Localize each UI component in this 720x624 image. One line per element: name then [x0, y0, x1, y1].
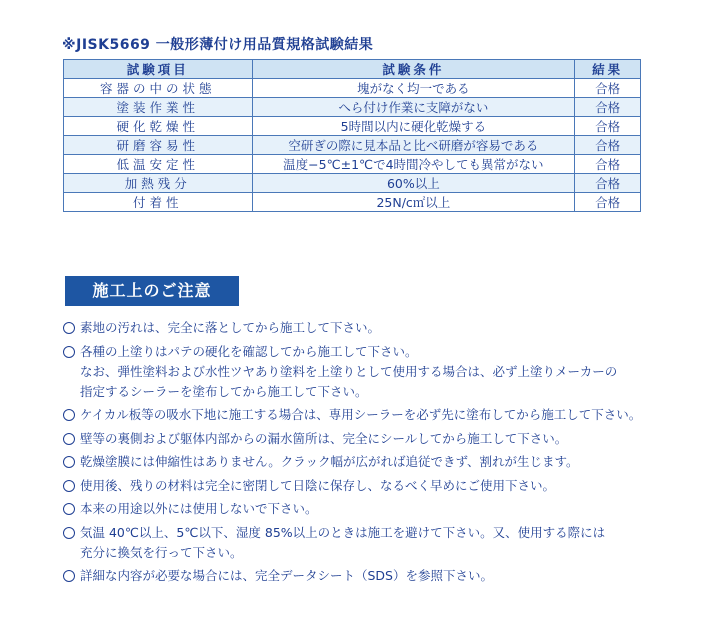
- circle-bullet-icon: [63, 527, 75, 539]
- note-text: 詳細な内容が必要な場合には、完全データシート（SDS）を参照下さい。: [80, 568, 493, 583]
- note-text: 気温 40℃以上、5℃以下、湿度 85%以上のときは施工を避けて下さい。又、使用する際には: [80, 524, 606, 540]
- circle-bullet-icon: [63, 322, 75, 334]
- test-item: 塗装作業性: [64, 98, 253, 117]
- note-text: なお、弾性塗料および水性ツヤあり塗料を上塗りとして使用する場合は、必ず上塗りメーカーの: [80, 363, 618, 379]
- spec-title: ※JISK5669 一般形薄付け用品質規格試験結果: [62, 37, 374, 53]
- test-condition: 空研ぎの際に見本品と比べ研磨が容易である: [252, 136, 575, 155]
- header-result: 結果: [575, 60, 641, 79]
- list-item: [63, 566, 703, 586]
- table-row: [64, 155, 641, 174]
- note-text: 乾燥塗膜には伸縮性はありません。クラック幅が広がれば追従できず、割れが生じます。: [80, 454, 579, 469]
- list-item: [63, 452, 703, 472]
- header-test-item: 試験項目: [64, 60, 253, 79]
- notes-section-header: 施工上のご注意: [65, 276, 239, 306]
- circle-bullet-icon: [63, 456, 75, 468]
- notes-list: [63, 318, 703, 590]
- test-result: 合格: [575, 136, 641, 155]
- test-result: 合格: [575, 155, 641, 174]
- table-row: [64, 174, 641, 193]
- test-result: 合格: [575, 174, 641, 193]
- list-item: [63, 523, 703, 563]
- header-test-condition: 試験条件: [252, 60, 575, 79]
- test-item: 加熱残分: [64, 174, 253, 193]
- table-row: [64, 193, 641, 212]
- test-item: 低温安定性: [64, 155, 253, 174]
- table-row: [64, 98, 641, 117]
- note-text: ケイカル板等の吸水下地に施工する場合は、専用シーラーを必ず先に塗布してから施工して下さい。: [80, 407, 642, 422]
- note-text: 使用後、残りの材料は完全に密閉して日陰に保存し、なるべく早めにご使用下さい。: [80, 477, 556, 493]
- test-condition: 25N/c㎡以上: [252, 193, 575, 212]
- test-condition: へら付け作業に支障がない: [252, 98, 575, 117]
- list-item: [63, 499, 703, 519]
- list-item: [63, 342, 703, 402]
- test-result: 合格: [575, 79, 641, 98]
- list-item: [63, 405, 703, 425]
- circle-bullet-icon: [63, 503, 75, 515]
- test-condition: 温度−5℃±1℃で4時間冷やしても異常がない: [252, 155, 575, 174]
- circle-bullet-icon: [63, 346, 75, 358]
- test-result: 合格: [575, 117, 641, 136]
- spec-table-header-row: [64, 60, 641, 79]
- test-item: 硬化乾燥性: [64, 117, 253, 136]
- circle-bullet-icon: [63, 433, 75, 445]
- circle-bullet-icon: [63, 409, 75, 421]
- note-text: 素地の汚れは、完全に落としてから施工して下さい。: [80, 320, 381, 335]
- spec-table: [63, 59, 641, 212]
- note-text: 本来の用途以外には使用しないで下さい。: [80, 501, 318, 516]
- circle-bullet-icon: [63, 570, 75, 582]
- test-item: 容器の中の状態: [64, 79, 253, 98]
- test-item: 付着性: [64, 193, 253, 212]
- table-row: [64, 136, 641, 155]
- note-text: 壁等の裏側および躯体内部からの漏水箇所は、完全にシールしてから施工して下さい。: [80, 430, 568, 446]
- test-result: 合格: [575, 193, 641, 212]
- table-row: [64, 117, 641, 136]
- test-item: 研磨容易性: [64, 136, 253, 155]
- test-condition: 5時間以内に硬化乾燥する: [252, 117, 575, 136]
- test-condition: 塊がなく均一である: [252, 79, 575, 98]
- test-result: 合格: [575, 98, 641, 117]
- note-text: 各種の上塗りはパテの硬化を確認してから施工して下さい。: [80, 343, 418, 359]
- test-condition: 60%以上: [252, 174, 575, 193]
- note-text: 充分に換気を行って下さい。: [80, 544, 243, 560]
- list-item: [63, 429, 703, 449]
- note-text: 指定するシーラーを塗布してから施工して下さい。: [80, 383, 368, 399]
- circle-bullet-icon: [63, 480, 75, 492]
- list-item: [63, 476, 703, 496]
- table-row: [64, 79, 641, 98]
- list-item: [63, 318, 703, 338]
